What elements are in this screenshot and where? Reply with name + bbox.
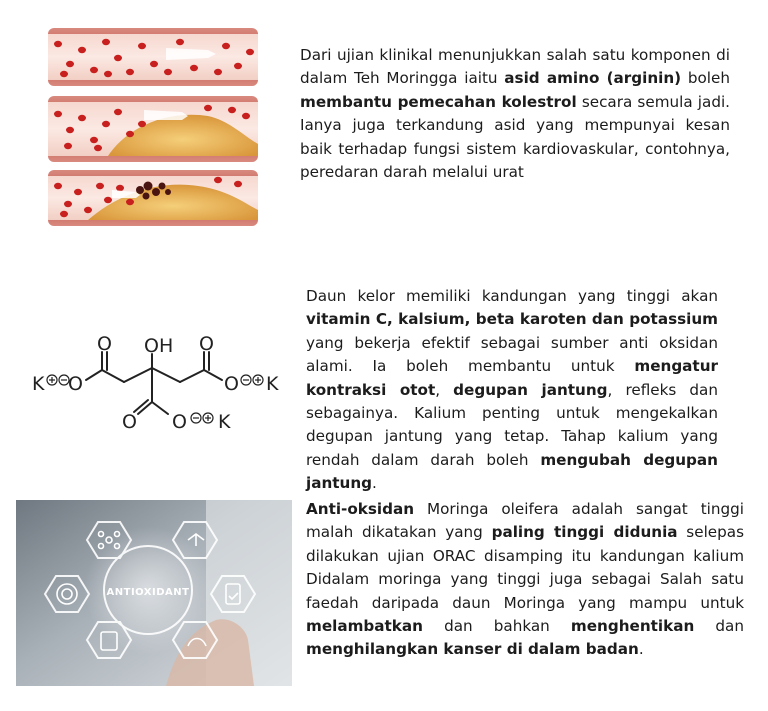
citrate-molecule <box>28 330 288 440</box>
hydroxyl-label: OH <box>144 335 174 357</box>
blood-cell <box>90 137 98 143</box>
blood-cell <box>138 121 146 127</box>
blood-cell <box>126 69 134 75</box>
blood-cell <box>66 127 74 133</box>
bold-text: degupan jantung <box>453 380 608 399</box>
blood-cell <box>246 49 254 55</box>
bold-text: paling tinggi didunia <box>491 523 678 542</box>
blood-cell <box>84 207 92 213</box>
arginine-paragraph <box>300 44 730 184</box>
blood-cell <box>78 115 86 121</box>
potassium-label: K <box>32 373 45 395</box>
text-span: , <box>435 380 454 399</box>
blood-cell <box>204 105 212 111</box>
blood-cell <box>214 177 222 183</box>
oxygen-label: O <box>199 333 214 355</box>
antioxidant-paragraph <box>306 498 744 662</box>
oxygen-label: O <box>68 373 83 395</box>
bold-text: vitamin C, kalsium, beta karoten dan potassium <box>306 310 718 329</box>
blood-cell <box>242 113 250 119</box>
blood-cell <box>66 61 74 67</box>
blood-cell <box>60 211 68 217</box>
blood-cell <box>78 47 86 53</box>
potassium-paragraph <box>306 285 718 496</box>
text-span: dan bahkan <box>422 617 571 636</box>
blood-cell <box>54 183 62 189</box>
blood-cell <box>234 181 242 187</box>
oxygen-label: O <box>122 411 137 433</box>
text-span: secara semula jadi. Ianya juga terkandung asid yang mempunyai kesan baik terhadap fungsi sistem kardiovaskular, contohnya, peredaran darah melalui urat <box>300 92 731 182</box>
blood-cell <box>116 185 124 191</box>
potassium-label: K <box>266 373 279 395</box>
text-span: , refleks dan sebagainya. Kalium penting untuk mengekalkan degupan jantung yang tetap. Tahap kalium yang rendah dalam darah boleh <box>306 380 718 469</box>
oxygen-label: O <box>224 373 239 395</box>
text-span: Daun kelor memiliki kandungan yang tinggi akan <box>306 287 718 305</box>
oxygen-label: O <box>97 333 112 355</box>
text-span: yang bekerja efektif sebagai sumber anti oksidan alami. Ia boleh membantu untuk <box>306 333 718 376</box>
artery-illustration <box>48 24 262 228</box>
blood-cell <box>102 39 110 45</box>
plaque-artery <box>48 96 258 162</box>
blood-cell <box>54 41 62 47</box>
text-span: . <box>638 640 644 659</box>
blood-cell <box>54 111 62 117</box>
blood-cell <box>222 43 230 49</box>
text-span: selepas dilakukan ujian ORAC disamping itu kandungan kalium Didalam moringa yang tinggi juga sebagai Salah satu faedah daripada daun Moringa yang mampu untuk <box>306 523 744 612</box>
blood-cell <box>74 189 82 195</box>
blood-cell <box>104 197 112 203</box>
text-span: . <box>372 474 377 493</box>
antioxidant-graphic <box>16 500 292 686</box>
blood-cell <box>104 71 112 77</box>
blood-cell <box>102 121 110 127</box>
blood-cell <box>94 145 102 151</box>
blood-cell <box>126 199 134 205</box>
text-span: Moringa oleifera adalah sangat tinggi malah dikatakan yang <box>306 500 744 542</box>
blood-cell <box>164 69 172 75</box>
potassium-label: K <box>218 411 231 433</box>
blood-cell <box>90 67 98 73</box>
bold-text: menghentikan <box>570 617 695 636</box>
text-span: boleh <box>681 69 730 88</box>
blood-cell <box>64 201 72 207</box>
blood-cell <box>126 131 134 137</box>
blood-cell <box>114 55 122 61</box>
blood-cell <box>190 65 198 71</box>
bold-text: membantu pemecahan kolestrol <box>300 92 577 111</box>
blood-cell <box>114 109 122 115</box>
bold-text: mengatur kontraksi otot <box>306 357 718 399</box>
bold-text: mengubah degupan jantung <box>306 450 718 493</box>
blood-cell <box>150 61 158 67</box>
text-span: Dari ujian klinikal menunjukkan salah satu komponen di dalam Teh Moringga iaitu <box>300 46 730 88</box>
bold-text: menghilangkan kanser di dalam badan <box>306 640 639 659</box>
bold-text: Anti-oksidan <box>306 500 415 518</box>
bold-text: melambatkan <box>306 617 423 636</box>
blood-cell <box>138 43 146 49</box>
blood-cell <box>96 183 104 189</box>
blood-cell <box>228 107 236 113</box>
antioxidant-badge: ANTIOXIDANT <box>106 587 190 598</box>
clotted-artery <box>48 170 258 226</box>
text-span: dan <box>694 617 744 636</box>
blood-cell <box>64 143 72 149</box>
blood-cell <box>234 63 242 69</box>
bold-text: asid amino (arginin) <box>504 69 682 88</box>
blood-cell <box>214 69 222 75</box>
blood-cell <box>60 71 68 77</box>
healthy-artery <box>48 28 258 86</box>
blood-cell <box>176 39 184 45</box>
oxygen-label: O <box>172 411 187 433</box>
